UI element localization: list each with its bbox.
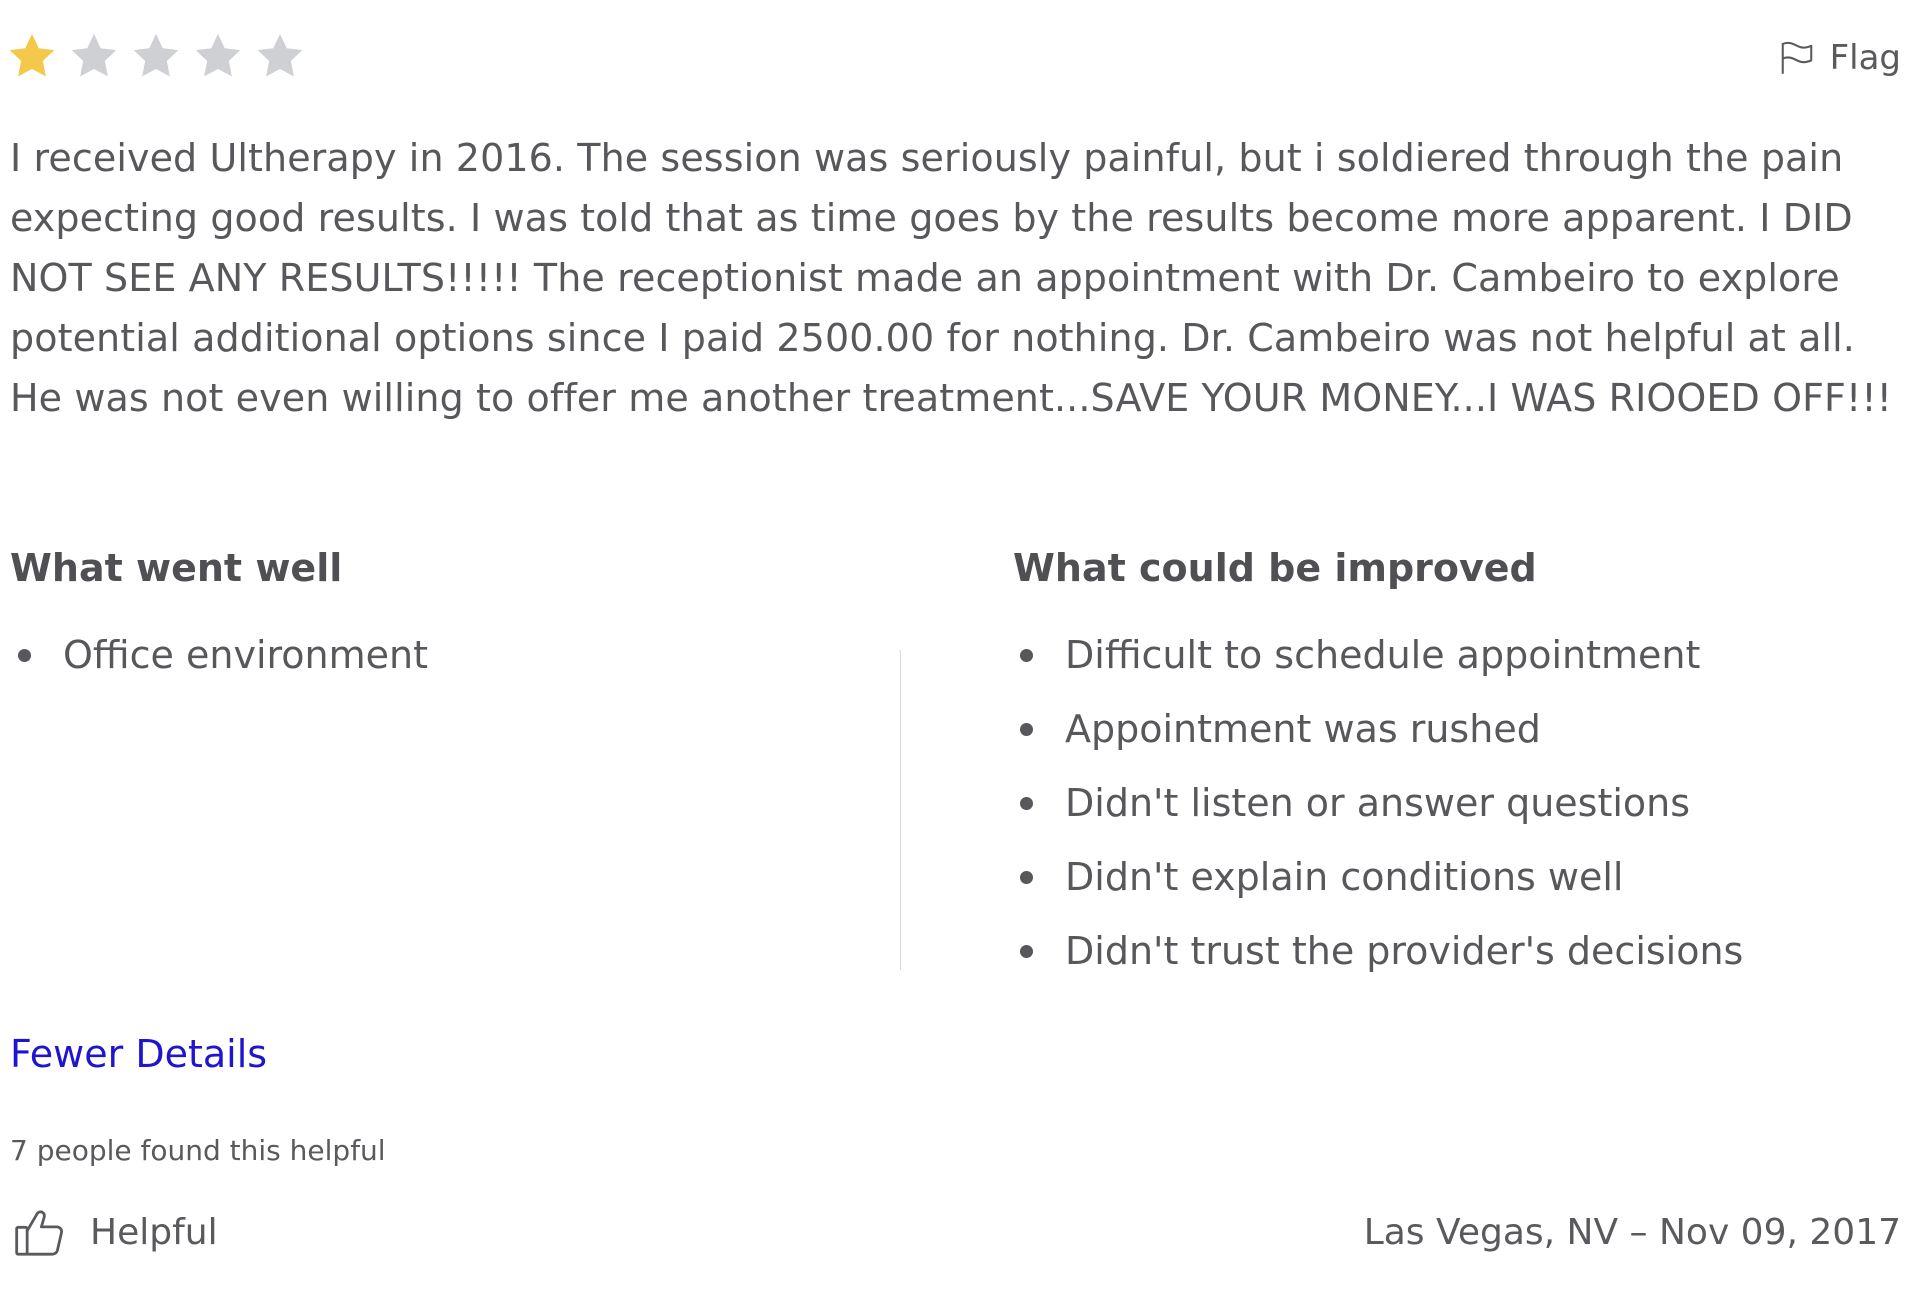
list-item: Didn't trust the provider's decisions [1020,914,1743,988]
star-icon [6,30,58,82]
star-icon [130,30,182,82]
flag-icon [1778,39,1816,77]
went-well-title: What went well [10,546,343,590]
helpful-label: Helpful [90,1211,218,1253]
bullet-icon [1020,797,1033,810]
list-item: Office environment [18,618,428,692]
flag-button[interactable] [1778,38,1901,78]
improve-title: What could be improved [1013,546,1537,590]
flag-label: Flag [1829,38,1901,78]
improve-list [1020,618,1743,988]
bullet-icon [18,649,31,662]
bullet-icon [1020,723,1033,736]
helpful-count: 7 people found this helpful [10,1134,386,1167]
location-date: Las Vegas, NV – Nov 09, 2017 [1363,1212,1901,1253]
list-item: Didn't listen or answer questions [1020,766,1743,840]
list-item: Didn't explain conditions well [1020,840,1743,914]
star-icon [254,30,306,82]
column-divider [900,650,901,970]
review-text: I received Ultherapy in 2016. The session was seriously painful, but i soldiered through the pain expecting good results. I was told that as time goes by the results become more apparent. I DID NOT SEE ANY RESULTS!!!!! The receptionist made an appointment with Dr. Cambeiro to explore potential additional options since I paid 2500.00 for nothing. Dr. Cambeiro was not helpful at all. He was not even willing to offer me another treatment...SAVE YOUR MONEY...I WAS RIOOED OFF!!! [10,136,1893,420]
star-icon [68,30,120,82]
fewer-details-link[interactable]: Fewer Details [10,1032,268,1076]
list-item: Difficult to schedule appointment [1020,618,1743,692]
bullet-icon [1020,649,1033,662]
star-icon [192,30,244,82]
star-rating [6,30,306,82]
went-well-list [18,618,428,692]
bullet-icon [1020,871,1033,884]
bullet-icon [1020,945,1033,958]
helpful-button[interactable] [12,1204,218,1260]
thumbs-up-icon [12,1204,68,1260]
list-item: Appointment was rushed [1020,692,1743,766]
